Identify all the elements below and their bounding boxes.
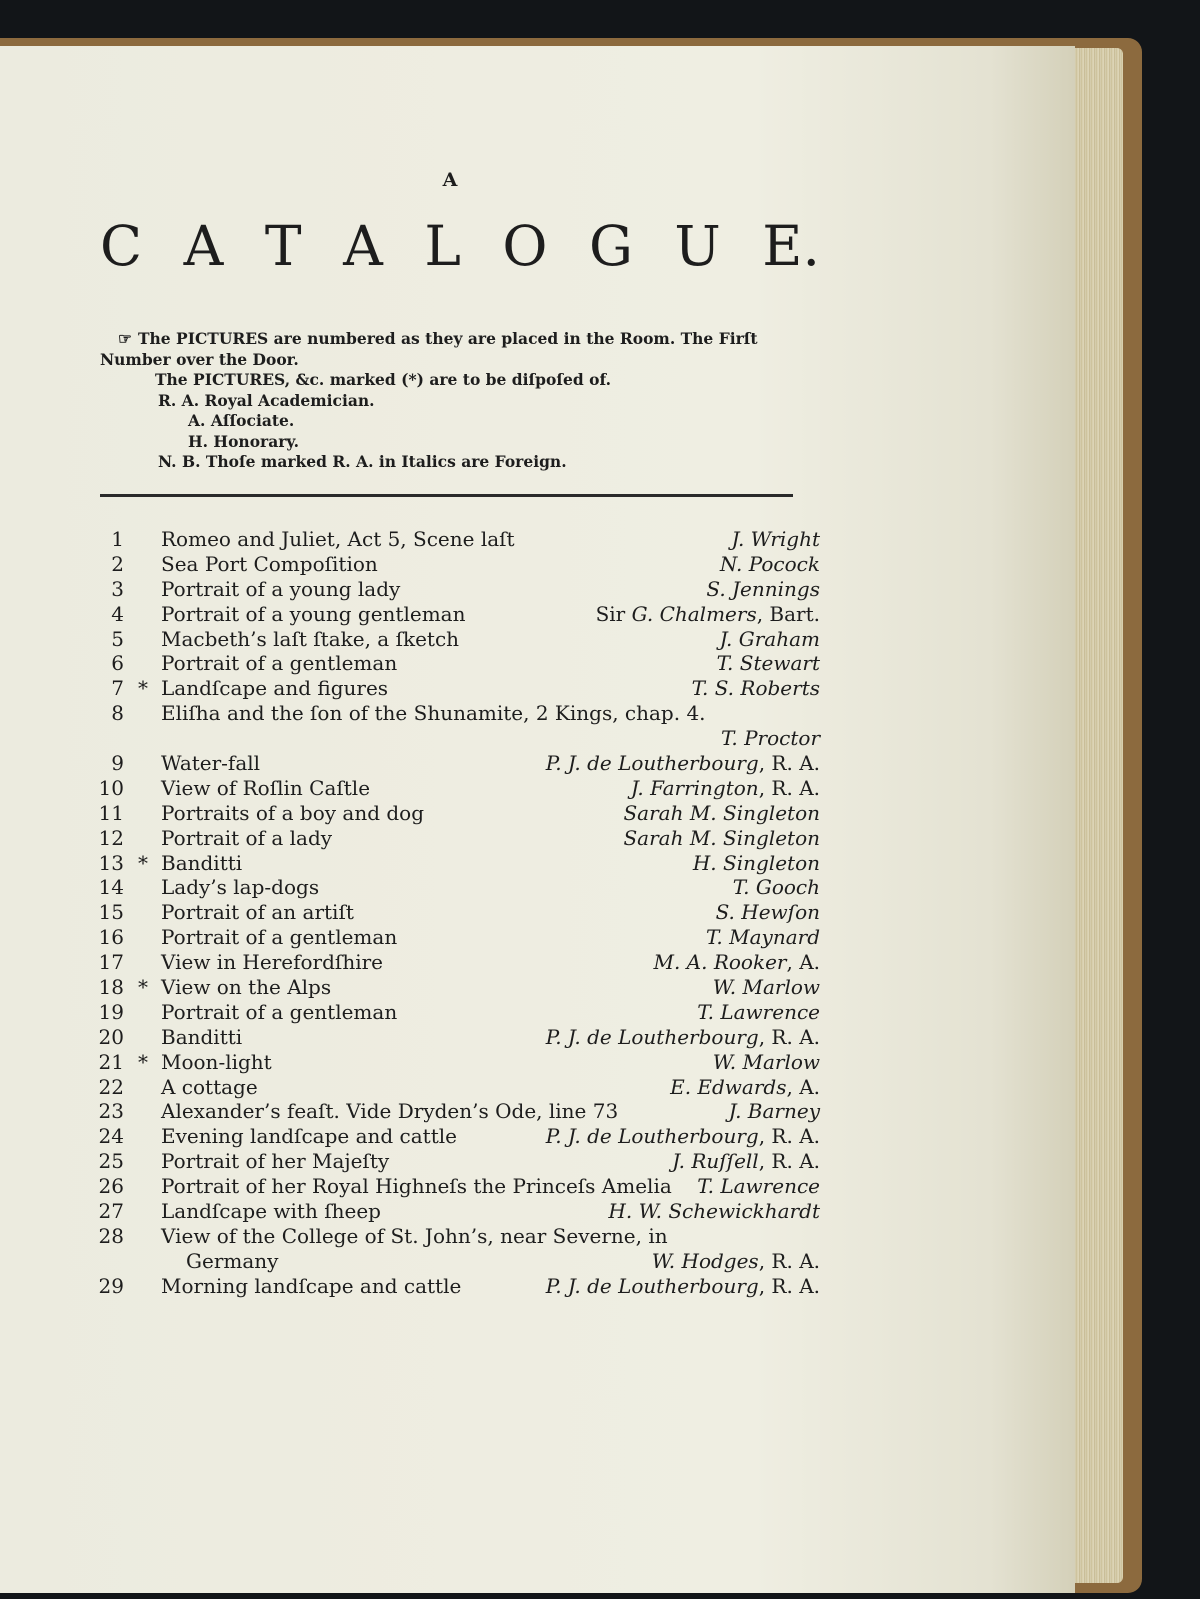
entry-number: 20 [98,1024,124,1049]
artist-suffix: , R. A. [758,1124,820,1149]
artist-suffix: , R. A. [758,751,820,776]
title-letter: U [674,214,721,278]
entry-title: Banditti [161,1024,243,1049]
catalogue-entry [0,651,1075,676]
entry-number: 2 [111,551,124,576]
entry-number: 23 [98,1099,124,1124]
entry-artist [721,726,820,751]
catalogue-entry [0,1174,1075,1199]
title-letter: E. [762,214,820,278]
entry-artist [653,950,820,975]
artist-prefix: Sir [595,601,632,626]
entry-number: 11 [98,800,124,825]
entry-title: Landſcape and figures [161,676,389,701]
entry-artist [670,1075,820,1100]
entry-number: 24 [98,1124,124,1149]
page-content [0,46,1075,1593]
artist-name: W. Hodges [651,1248,759,1273]
entry-number: 19 [98,999,124,1024]
entry-title: Moon-light [161,1049,272,1074]
entry-artist [546,1124,820,1149]
artist-suffix: , R. A. [758,775,820,800]
catalogue-entry [0,950,1075,975]
title-letter: A [343,214,383,278]
catalogue-entry [0,925,1075,950]
catalogue-entry [0,875,1075,900]
entry-title: View in Herefordſhire [161,950,383,975]
artist-suffix: , A. [786,1074,820,1099]
artist-name: M. A. Rooker [653,950,787,975]
artist-name: W. Marlow [712,1049,820,1074]
entry-title: Portrait of an artiſt [161,900,354,925]
entry-title: Water-fall [161,751,261,776]
artist-name: T. Proctor [720,726,820,751]
for-sale-mark: * [138,676,148,701]
entry-artist [716,900,820,925]
entry-artist [706,577,820,602]
pointing-hand-icon: ☞ [118,329,132,348]
entry-title: Portrait of a young gentleman [161,601,466,626]
artist-name: T. Lawrence [697,999,820,1024]
entry-title: Sea Port Compoſition [161,551,378,576]
catalogue-entry [0,602,1075,627]
entry-title: Landſcape with ſheep [161,1199,381,1224]
entry-artist [631,776,820,801]
entry-artist [729,1099,820,1124]
artist-name: P. J. de Loutherbourg [545,1024,759,1049]
artist-name: H. Singleton [692,850,820,875]
catalogue-entry [0,552,1075,577]
entry-title: Germany [186,1248,279,1273]
artist-name: S. Jennings [706,576,820,601]
for-sale-mark: * [138,1049,148,1074]
entry-title: Macbeth’s laſt ſtake, a ſketch [161,626,460,651]
entry-title: Banditti [161,850,243,875]
entry-number: 26 [98,1174,124,1199]
title-letter: C [100,214,143,278]
catalogue-entry [0,1249,1075,1274]
artist-name: T. Maynard [706,925,820,950]
artist-name: J. Ruſſell [672,1149,759,1174]
entry-artist [546,1025,820,1050]
for-sale-mark: * [138,975,148,1000]
artist-name: J. Barney [728,1099,820,1124]
artist-suffix: , A. [786,950,820,975]
entry-artist [672,1149,820,1174]
artist-suffix: , R. A. [758,1024,820,1049]
entry-title: Portraits of a boy and dog [161,800,425,825]
entry-title: Evening landſcape and cattle [161,1124,457,1149]
catalogue-entry [0,1124,1075,1149]
for-sale-mark: * [138,850,148,875]
entry-title: Romeo and Juliet, Act 5, Scene laſt [161,527,515,551]
entry-title: Portrait of a gentleman [161,925,398,950]
entry-title: Eliſha and the ſon of the Shunamite, 2 Kings, chap. 4. [161,701,706,726]
entry-number: 10 [98,775,124,800]
entry-title: Alexander’s feaſt. Vide Dryden’s Ode, line 73 [161,1099,619,1124]
entry-artist [706,925,820,950]
artist-name: E. Edwards [670,1074,787,1099]
entry-artist [623,801,820,826]
artist-name: S. Hewſon [715,900,820,925]
catalogue-entry [0,851,1075,876]
entry-number: 17 [98,950,124,975]
artist-name: W. Marlow [712,975,820,1000]
catalogue-entry [0,676,1075,701]
title-letter: G [588,214,633,278]
entry-title: A cottage [161,1074,258,1099]
artist-name: P. J. de Loutherbourg [545,751,759,776]
artist-suffix: , R. A. [758,1273,820,1298]
entry-number: 29 [98,1273,124,1298]
entry-artist [608,1199,820,1224]
artist-name: H. W. Schewickhardt [608,1199,820,1224]
entry-artist [697,1174,820,1199]
entry-number: 21 [98,1049,124,1074]
entry-number: 1 [111,527,124,551]
artist-name: P. J. de Loutherbourg [545,1124,759,1149]
entry-title: Portrait of a gentleman [161,651,398,676]
entry-number: 25 [98,1149,124,1174]
artist-name: G. Chalmers [631,601,757,626]
entry-artist [697,1000,820,1025]
catalogue-entry [0,1025,1075,1050]
note-line: ☞ The PICTURES are numbered as they are placed in the Room. The Firſt [118,329,758,348]
entry-number: 18 [98,975,124,1000]
entry-number: 8 [111,701,124,726]
catalogue-entry [0,801,1075,826]
entry-number: 3 [111,576,124,601]
entry-number: 22 [98,1074,124,1099]
artist-name: J. Wright [731,527,820,551]
note-line: H. Honorary. [188,431,300,451]
entry-artist [693,851,820,876]
catalogue-entry [0,826,1075,851]
artist-name: J. Graham [719,626,820,651]
entry-number: 4 [111,601,124,626]
entry-artist [720,552,820,577]
entry-number: 15 [98,900,124,925]
entry-title: View of the College of St. John’s, near Severne, in [161,1223,668,1248]
entry-artist [733,875,820,900]
catalogue-entry [0,975,1075,1000]
entry-title: Portrait of her Majeſty [161,1149,390,1174]
note-line: R. A. Royal Academician. [158,390,375,410]
entry-artist [720,627,820,652]
artist-name: T. Lawrence [697,1174,820,1199]
title-letter: O [502,214,548,278]
entry-artist [713,1050,820,1075]
entry-artist [623,826,820,851]
entry-number: 7 [111,676,124,701]
catalogue-entry [0,1099,1075,1124]
entry-title: Portrait of a gentleman [161,999,398,1024]
catalogue-entry [0,1199,1075,1224]
artist-name: N. Pocock [719,551,820,576]
catalogue-entry [0,1224,1075,1249]
entry-number: 27 [98,1199,124,1224]
catalogue-entry [0,726,1075,751]
catalogue-entry [0,776,1075,801]
entry-artist [731,527,820,552]
entry-artist [713,975,820,1000]
entry-number: 13 [98,850,124,875]
entry-artist [692,676,820,701]
entry-title: Portrait of a young lady [161,576,401,601]
entry-title: Morning landſcape and cattle [161,1273,462,1298]
catalogue-entry [0,751,1075,776]
artist-suffix: , R. A. [758,1149,820,1174]
catalogue-entry [0,1149,1075,1174]
divider-rule [100,494,793,497]
book-page [0,46,1075,1593]
entry-title: View of Roſlin Caſtle [161,775,371,800]
catalogue-entry [0,627,1075,652]
entry-number: 5 [111,626,124,651]
entry-artist [546,751,820,776]
entry-title: Portrait of her Royal Highneſs the Princeſs Amelia [161,1174,672,1199]
entry-artist [652,1249,820,1274]
artist-name: P. J. de Loutherbourg [545,1273,759,1298]
note-line: The PICTURES, &c. marked (*) are to be diſpoſed of. [155,370,611,389]
artist-name: T. Stewart [716,651,820,676]
entry-number: 9 [111,751,124,776]
catalogue-entry [0,1000,1075,1025]
artist-name: Sarah M. Singleton [623,825,820,850]
catalogue-notes [100,329,820,473]
artist-name: T. Gooch [732,875,820,900]
artist-name: J. Farrington [630,775,759,800]
heading-article: A [442,169,458,191]
artist-name: Sarah M. Singleton [623,800,820,825]
catalogue-entry [0,577,1075,602]
note-line: A. Aſſociate. [188,411,295,430]
catalogue-entry [0,701,1075,726]
entry-title: Lady’s lap-dogs [161,875,320,900]
entry-number: 28 [98,1223,124,1248]
entry-number: 14 [98,875,124,900]
entry-title: Portrait of a lady [161,825,333,850]
catalogue-entry [0,527,1075,552]
catalogue-entry [0,1274,1075,1299]
catalogue-entry [0,1075,1075,1100]
title-letter: T [264,214,302,278]
catalogue-entry [0,900,1075,925]
catalogue-entry [0,1050,1075,1075]
entry-number: 12 [98,825,124,850]
title-letter: L [424,214,461,278]
artist-suffix: , Bart. [756,601,820,626]
note-line: Number over the Door. [100,349,299,369]
catalogue-list [0,527,1075,1299]
artist-name: T. S. Roberts [691,676,820,701]
entry-number: 6 [111,651,124,676]
artist-suffix: , R. A. [758,1248,820,1273]
title-letter: A [183,214,224,278]
entry-artist [717,651,820,676]
entry-artist [546,1274,820,1299]
entry-title: View on the Alps [161,975,332,1000]
note-line: N. B. Thoſe marked R. A. in Italics are Foreign. [158,452,567,471]
page-title [100,214,820,278]
entry-number: 16 [98,925,124,950]
entry-artist [596,602,820,627]
